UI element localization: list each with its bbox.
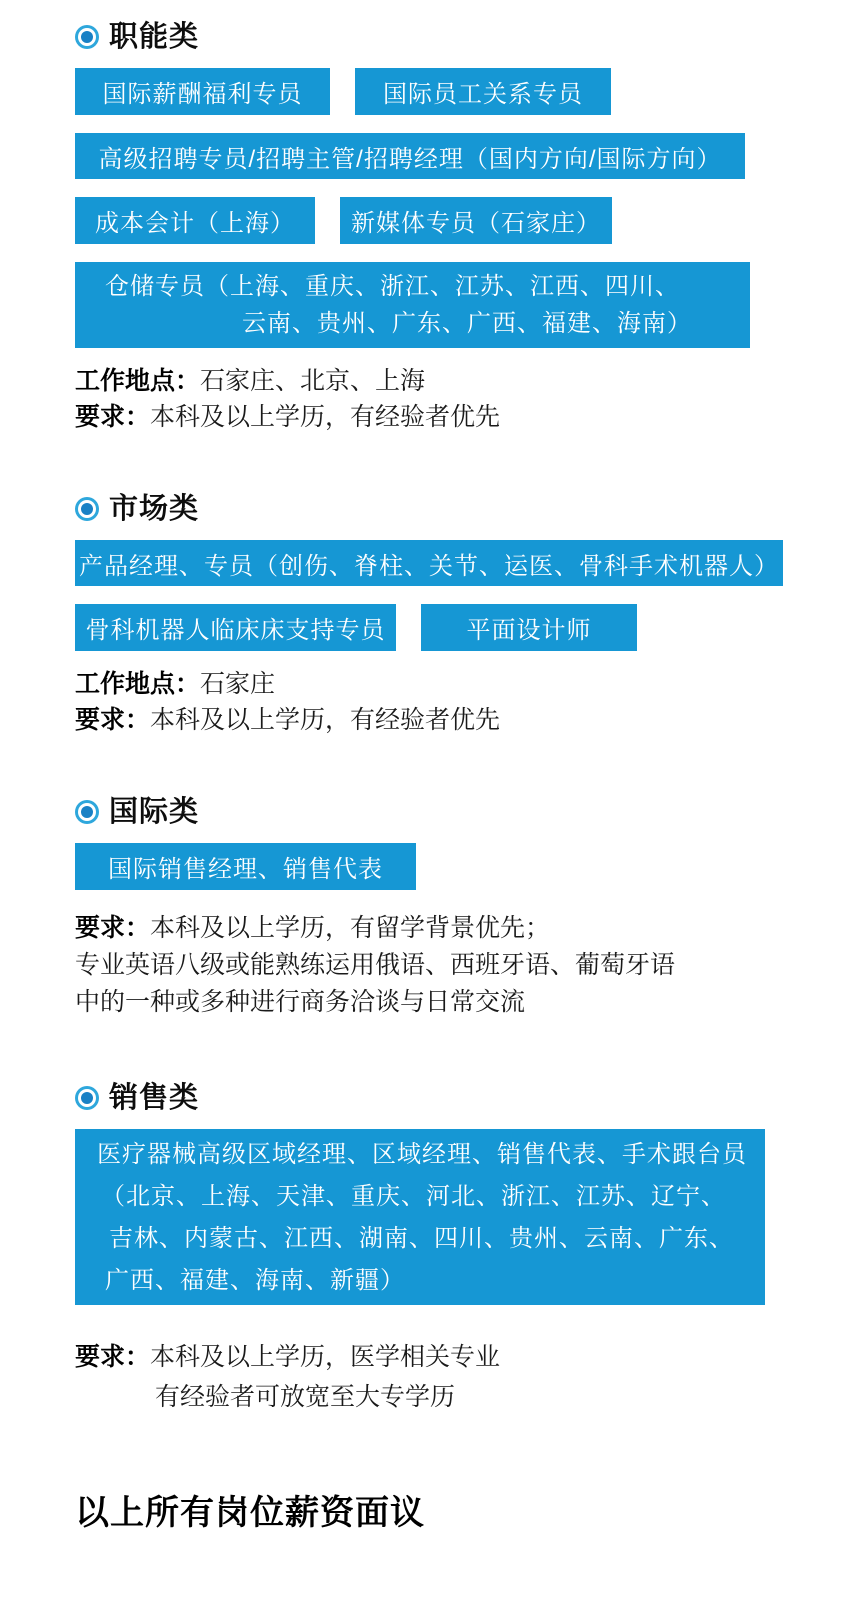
- requirement-value: 本科及以上学历，医学相关专业: [150, 1343, 501, 1371]
- section-functional-header: [75, 20, 853, 54]
- requirement-line: [75, 910, 853, 947]
- job-badge-product-manager: 产品经理、专员（创伤、脊柱、关节、运医、骨科手术机器人）: [75, 540, 783, 586]
- requirement-label: 要求：: [75, 706, 151, 734]
- job-badge-new-media-specialist: 新媒体专员（石家庄）: [340, 197, 612, 244]
- badge-row: [75, 540, 853, 586]
- requirement-value: 本科及以上学历，有留学背景优先；: [150, 914, 551, 942]
- job-badge-line: 吉林、内蒙古、江西、湖南、四川、贵州、云南、广东、: [109, 1225, 734, 1252]
- requirement-line: [75, 402, 853, 432]
- radio-bullet-icon: [81, 806, 93, 818]
- job-badge-medical-device-sales: [75, 1129, 765, 1305]
- requirement-line: 专业英语八级或能熟练运用俄语、西班牙语、葡萄牙语: [75, 951, 676, 979]
- radio-bullet-icon: [81, 503, 93, 515]
- job-badge-cost-accountant: 成本会计（上海）: [75, 197, 315, 244]
- section-marketing: [75, 492, 853, 735]
- radio-bullet-icon: [81, 31, 93, 43]
- job-badge-intl-compensation: 国际薪酬福利专员: [75, 68, 330, 115]
- section-title: 国际类: [109, 796, 200, 828]
- section-sales: [75, 1081, 853, 1413]
- job-badge-graphic-designer: 平面设计师: [421, 604, 637, 651]
- requirement-label: 要求：: [75, 1343, 151, 1371]
- requirement-line: 中的一种或多种进行商务洽谈与日常交流: [75, 988, 526, 1016]
- work-location-value: 石家庄、北京、上海: [200, 367, 426, 395]
- badge-row: [75, 604, 853, 651]
- section-marketing-header: [75, 492, 853, 526]
- work-location-label: 工作地点：: [75, 367, 201, 395]
- job-badge-line: 云南、贵州、广东、广西、福建、海南）: [242, 310, 692, 337]
- salary-negotiable-note: 以上所有岗位薪资面议: [75, 1494, 425, 1532]
- work-location-line: [75, 366, 853, 396]
- job-badge-intl-sales: 国际销售经理、销售代表: [75, 843, 416, 890]
- job-badge-intl-employee-relations: 国际员工关系专员: [355, 68, 611, 115]
- job-badge-line: 仓储专员（上海、重庆、浙江、江苏、江西、四川、: [105, 273, 680, 300]
- requirement-value: 本科及以上学历，有经验者优先: [150, 706, 501, 734]
- section-international: [75, 795, 853, 1021]
- badge-row: [75, 68, 853, 115]
- requirement-label: 要求：: [75, 914, 151, 942]
- section-title: 职能类: [109, 21, 200, 53]
- section-info: [75, 366, 853, 432]
- badge-row: [75, 843, 853, 890]
- radio-bullet-icon: [81, 1092, 93, 1104]
- job-badge-line: （北京、上海、天津、重庆、河北、浙江、江苏、辽宁、: [101, 1183, 726, 1210]
- requirement-value: 本科及以上学历，有经验者优先: [150, 403, 501, 431]
- job-badge-line: 医疗器械高级区域经理、区域经理、销售代表、手术跟台员: [97, 1141, 747, 1168]
- job-badge-senior-recruiter: 高级招聘专员/招聘主管/招聘经理（国内方向/国际方向）: [75, 133, 745, 179]
- work-location-label: 工作地点：: [75, 670, 201, 698]
- section-sales-header: [75, 1081, 853, 1115]
- section-info: [75, 910, 853, 1021]
- badge-row: [75, 133, 853, 179]
- badge-row: [75, 197, 853, 244]
- requirement-line: [75, 1341, 853, 1373]
- section-functional: [75, 20, 853, 432]
- work-location-line: [75, 669, 853, 699]
- job-badge-robot-clinical-support: 骨科机器人临床床支持专员: [75, 604, 396, 651]
- section-title: 市场类: [109, 493, 200, 525]
- work-location-value: 石家庄: [200, 670, 276, 698]
- section-international-header: [75, 795, 853, 829]
- job-badge-line: 广西、福建、海南、新疆）: [105, 1267, 405, 1294]
- section-info: [75, 669, 853, 735]
- section-info: [75, 1341, 853, 1413]
- requirement-line: [75, 705, 853, 735]
- requirement-label: 要求：: [75, 403, 151, 431]
- job-badge-warehouse-specialist: [75, 262, 750, 348]
- section-title: 销售类: [109, 1082, 200, 1114]
- requirement-line: 有经验者可放宽至大专学历: [155, 1383, 456, 1411]
